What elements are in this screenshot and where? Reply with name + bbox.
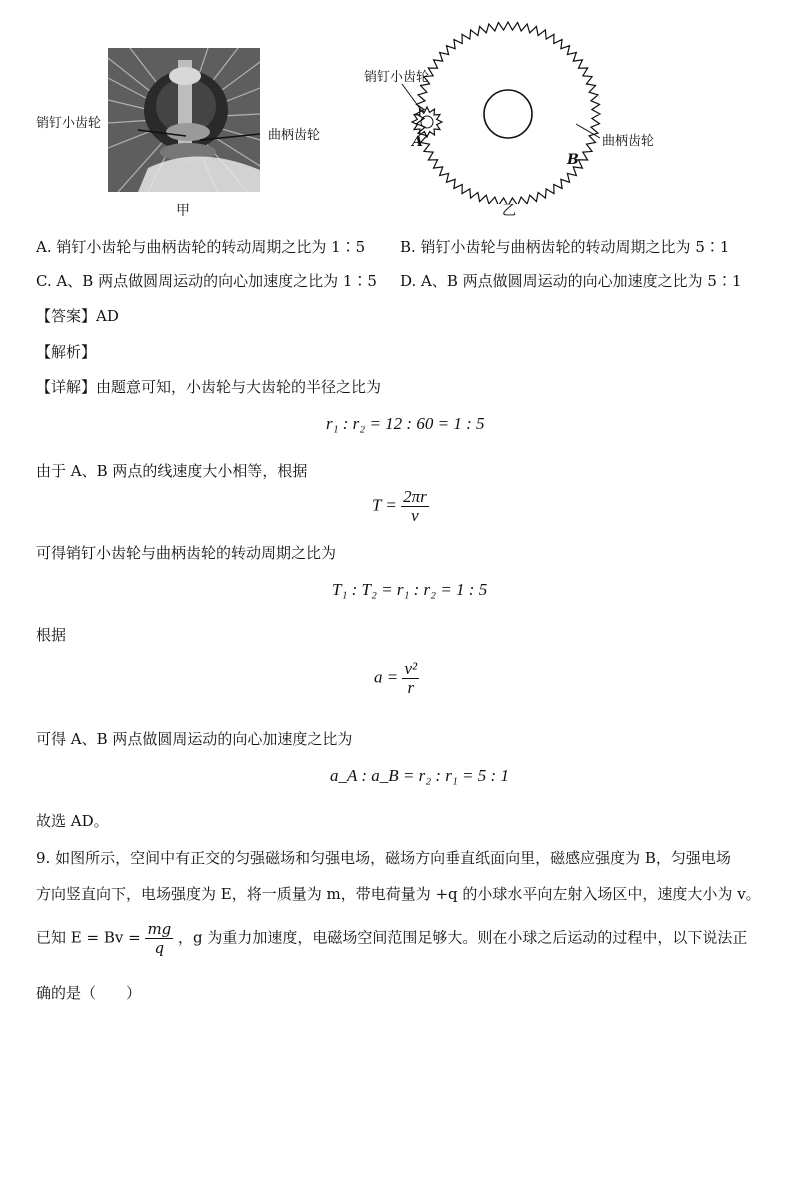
- equation-acceleration-ratio: a_A : a_B = r₂ : r₁ = 5 : 1: [330, 766, 509, 785]
- conclusion-line: 故选 AD。: [36, 812, 109, 830]
- option-b: B. 销钉小齿轮与曲柄齿轮的转动周期之比为 5∶1: [400, 238, 730, 256]
- gear-diagram: [362, 12, 662, 204]
- equation-period: [372, 488, 429, 525]
- question-9-line-4: 确的是（ ）: [36, 984, 142, 1002]
- crank-gear-hub: [484, 90, 532, 138]
- equation-radius-ratio: r₁ : r₂ = 12 : 60 = 1 : 5: [326, 414, 485, 433]
- analysis-heading: 【解析】: [36, 343, 97, 361]
- answer-line: 【答案】AD: [36, 307, 119, 325]
- explain-line-2: 由于 A、B 两点的线速度大小相等，根据: [36, 462, 308, 480]
- detail-line: 【详解】由题意可知，小齿轮与大齿轮的半径之比为: [36, 378, 382, 396]
- explain-line-4: 根据: [36, 626, 67, 644]
- question-9-fraction-denominator: q: [154, 939, 165, 957]
- caption-jia: 甲: [176, 203, 190, 219]
- equation-period-ratio: T₁ : T₂ = r₁ : r₂ = 1 : 5: [332, 580, 488, 599]
- option-a: A. 销钉小齿轮与曲柄齿轮的转动周期之比为 1∶5: [36, 238, 366, 256]
- gear-photo: [108, 48, 260, 192]
- explain-line-5: 可得 A、B 两点做圆周运动的向心加速度之比为: [36, 730, 353, 748]
- left-pin-gear-label: 销钉小齿轮: [36, 116, 102, 131]
- question-9-line-3: [36, 920, 747, 957]
- equation-acceleration-denominator: r: [407, 678, 415, 697]
- explain-line-3: 可得销钉小齿轮与曲柄齿轮的转动周期之比为: [36, 544, 337, 562]
- right-pin-gear-label: 销钉小齿轮: [364, 70, 430, 85]
- point-a-label: A: [412, 134, 423, 150]
- option-d: D. A、B 两点做圆周运动的向心加速度之比为 5∶1: [400, 272, 742, 290]
- question-9-given-rest: ，g 为重力加速度，电磁场空间范围足够大。则在小球之后运动的过程中，以下说法正: [178, 928, 748, 947]
- equation-acceleration: [374, 660, 419, 697]
- point-b-label: B: [567, 152, 579, 168]
- question-9-given-lhs: 已知 E = Bv =: [36, 928, 141, 947]
- option-c: C. A、B 两点做圆周运动的向心加速度之比为 1∶5: [36, 272, 377, 290]
- question-9-line-1: 9. 如图所示，空间中有正交的匀强磁场和匀强电场，磁场方向垂直纸面向里，磁感应强度为 B，匀强电场: [36, 849, 731, 867]
- caption-yi: 乙: [502, 203, 516, 219]
- equation-period-numerator: 2πr: [403, 487, 427, 506]
- pin-gear-pointer: [402, 84, 424, 114]
- equation-period-denominator: v: [411, 506, 419, 525]
- crank-gear-shape: [416, 22, 600, 204]
- pin-gear-shape: [412, 107, 442, 137]
- equation-acceleration-numerator: v²: [404, 659, 418, 678]
- gear-photo-drawing: [108, 48, 260, 192]
- equation-acceleration-lhs: a =: [374, 667, 399, 687]
- question-9-line-2: 方向竖直向下，电场强度为 E，将一质量为 m，带电荷量为 +q 的小球水平向左射入场区中，速度大小为 v。: [36, 885, 761, 903]
- question-9-fraction-numerator: mg: [147, 920, 172, 938]
- right-crank-gear-label: 曲柄齿轮: [602, 134, 655, 149]
- equation-period-lhs: T =: [372, 495, 397, 515]
- left-crank-gear-label: 曲柄齿轮: [268, 128, 321, 143]
